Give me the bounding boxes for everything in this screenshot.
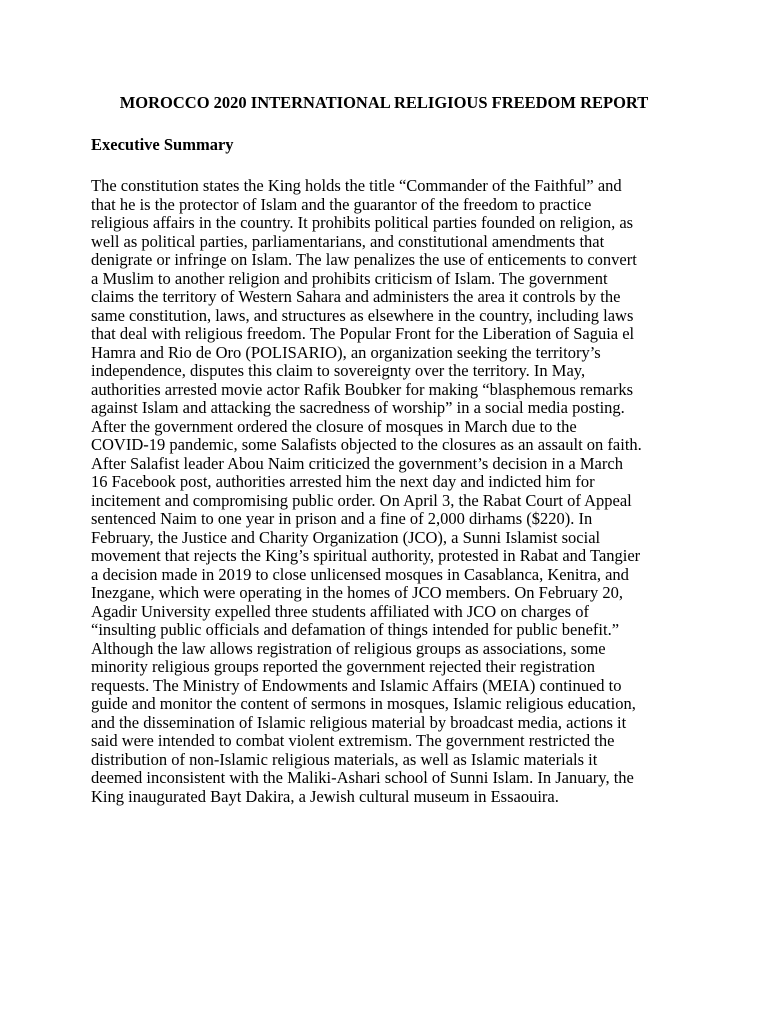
paragraph-line: 16 Facebook post, authorities arrested him the next day and indicted him for bbox=[91, 472, 595, 491]
paragraph-line: incitement and compromising public order. On April 3, the Rabat Court of Appeal bbox=[91, 490, 632, 510]
section-heading-executive-summary: Executive Summary bbox=[91, 135, 234, 154]
paragraph-line: After Salafist leader Abou Naim criticized the government’s decision in a March bbox=[91, 453, 623, 473]
paragraph-line: that deal with religious freedom. The Popular Front for the Liberation of Saguia el bbox=[91, 324, 635, 343]
paragraph-line: and the dissemination of Islamic religious material by broadcast media, actions it bbox=[91, 712, 627, 732]
paragraph-line: independence, disputes this claim to sovereignty over the territory. In May, bbox=[91, 361, 586, 380]
paragraph-line: The constitution states the King holds the title “Commander of the Faithful” and bbox=[91, 176, 622, 195]
paragraph-line: said were intended to combat violent extremism. The government restricted the bbox=[91, 731, 615, 750]
paragraph-line: well as political parties, parliamentarians, and constitutional amendments that bbox=[91, 231, 605, 251]
paragraph-line: religious affairs in the country. It prohibits political parties founded on religion, as bbox=[91, 213, 634, 232]
paragraph-line: Although the law allows registration of religious groups as associations, some bbox=[91, 638, 606, 658]
paragraph-line: movement that rejects the King’s spiritual authority, protested in Rabat and Tangier bbox=[91, 546, 641, 565]
paragraph-line: a decision made in 2019 to close unlicensed mosques in Casablanca, Kenitra, and bbox=[91, 564, 629, 584]
paragraph-line: that he is the protector of Islam and the guarantor of the freedom to practice bbox=[91, 194, 592, 214]
paragraph-line: deemed inconsistent with the Maliki-Ashari school of Sunni Islam. In January, the bbox=[91, 768, 634, 787]
paragraph-line: King inaugurated Bayt Dakira, a Jewish cultural museum in Essaouira. bbox=[91, 786, 559, 806]
document-title: MOROCCO 2020 INTERNATIONAL RELIGIOUS FREEDOM REPORT bbox=[119, 93, 649, 112]
paragraph-line: guide and monitor the content of sermons in mosques, Islamic religious education, bbox=[91, 694, 636, 713]
paragraph-line: same constitution, laws, and structures as elsewhere in the country, including laws bbox=[91, 305, 634, 325]
paragraph-line: After the government ordered the closure of mosques in March due to the bbox=[91, 416, 577, 436]
paragraph-line: requests. The Ministry of Endowments and Islamic Affairs (MEIA) continued to bbox=[91, 675, 622, 695]
paragraph-line: claims the territory of Western Sahara and administers the area it controls by the bbox=[91, 287, 621, 306]
paragraph-line: authorities arrested movie actor Rafik Boubker for making “blasphemous remarks bbox=[91, 379, 634, 399]
paragraph-line: Inezgane, which were operating in the homes of JCO members. On February 20, bbox=[91, 583, 623, 602]
paragraph-line: Hamra and Rio de Oro (POLISARIO), an organization seeking the territory’s bbox=[91, 342, 601, 362]
executive-summary-paragraph bbox=[91, 177, 691, 806]
paragraph-line: “insulting public officials and defamation of things intended for public benefit.” bbox=[91, 620, 620, 639]
paragraph-line: denigrate or infringe on Islam. The law penalizes the use of enticements to convert bbox=[91, 250, 637, 269]
paragraph-line: February, the Justice and Charity Organization (JCO), a Sunni Islamist social bbox=[91, 527, 601, 547]
paragraph-line: Agadir University expelled three students affiliated with JCO on charges of bbox=[91, 601, 589, 621]
paragraph-line: minority religious groups reported the government rejected their registration bbox=[91, 657, 596, 676]
paragraph-line: a Muslim to another religion and prohibits criticism of Islam. The government bbox=[91, 268, 608, 288]
paragraph-line: against Islam and attacking the sacredness of worship” in a social media posting. bbox=[91, 398, 625, 417]
paragraph-line: COVID-19 pandemic, some Salafists objected to the closures as an assault on faith. bbox=[91, 435, 642, 454]
paragraph-line: sentenced Naim to one year in prison and a fine of 2,000 dirhams ($220). In bbox=[91, 509, 593, 528]
paragraph-line: distribution of non-Islamic religious materials, as well as Islamic materials it bbox=[91, 749, 598, 769]
